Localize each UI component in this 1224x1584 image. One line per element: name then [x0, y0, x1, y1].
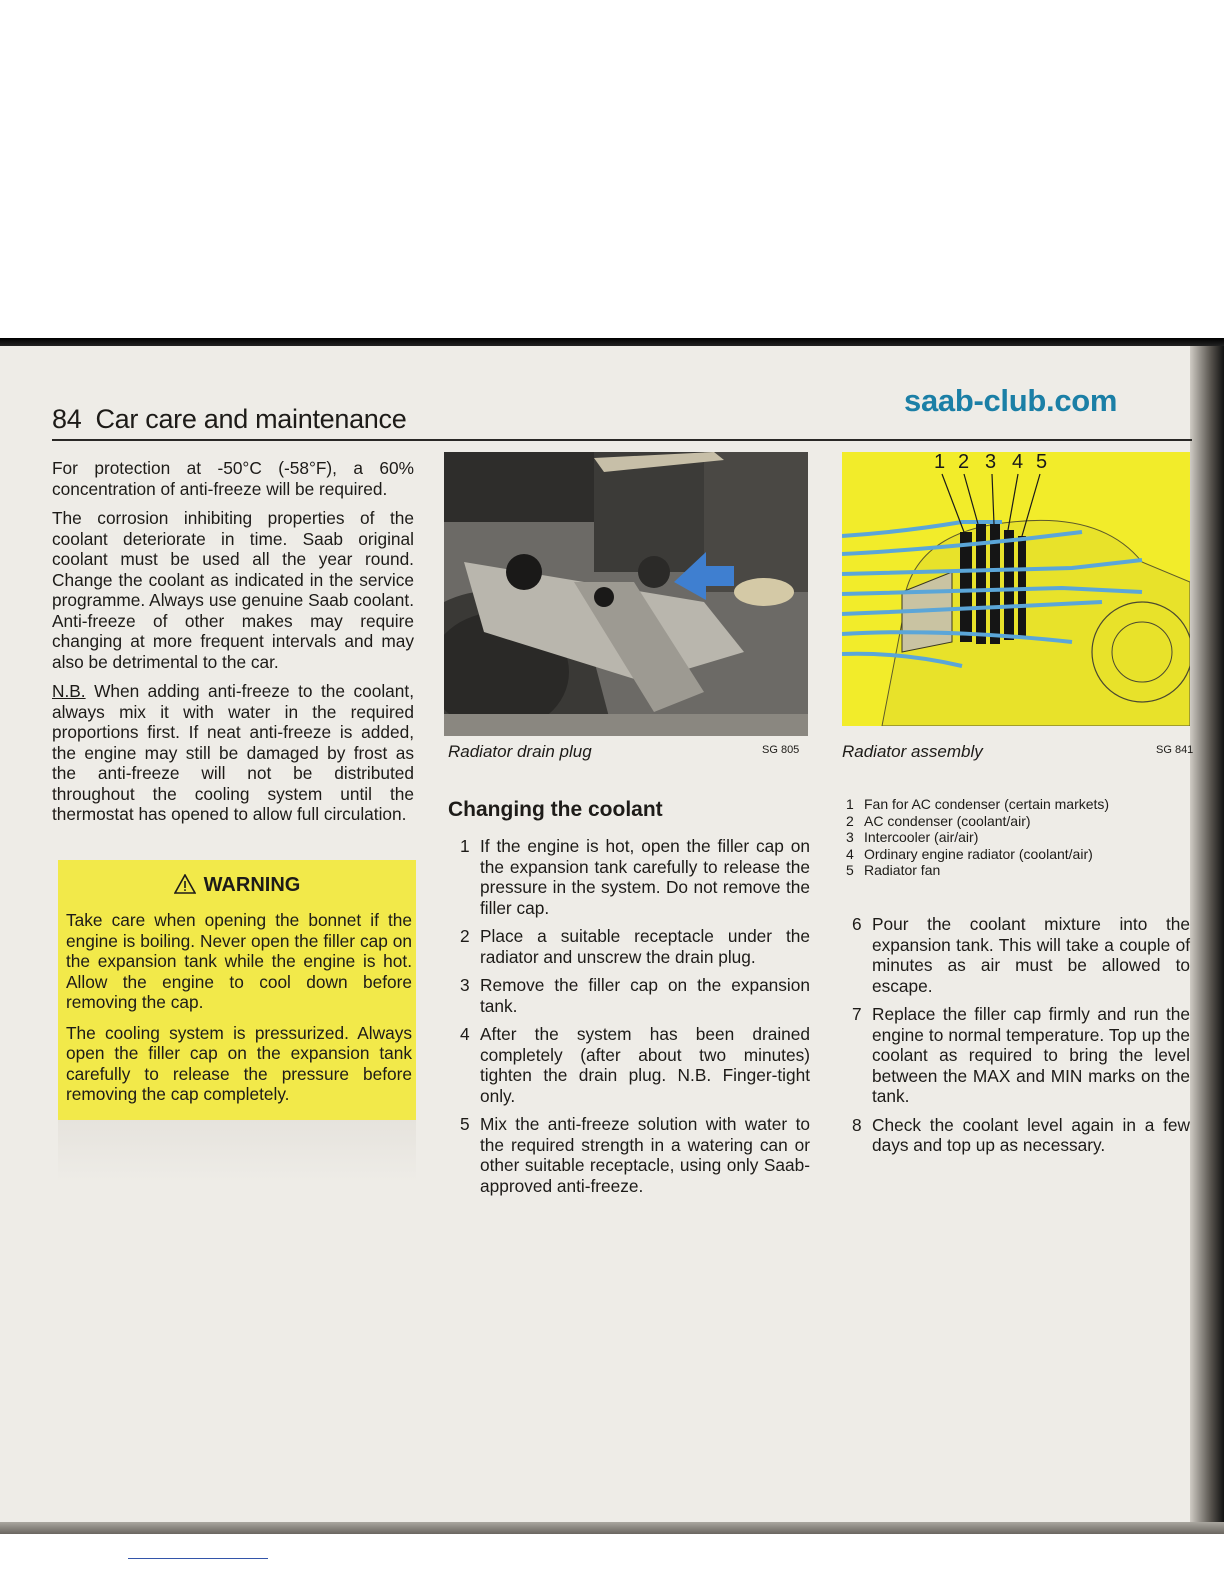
step-item: 1 If the engine is hot, open the filler cap on the expansion tank carefully to release the pressure in the system. Do not remove the filler cap. — [460, 836, 810, 918]
legend-item: 4 Ordinary engine radiator (coolant/air) — [846, 845, 1093, 862]
figure-code-841: SG 841 — [1156, 744, 1194, 756]
caption-radiator-assembly: Radiator assembly — [842, 742, 983, 761]
legend-item: 1 Fan for AC condenser (certain markets) — [846, 796, 1110, 812]
page-header — [52, 404, 406, 435]
step-item: 5 Mix the anti-freeze solution with water to the required strength in a watering can or other suitable receptacle, using only Saab-approved anti-freeze. — [460, 1114, 810, 1196]
page-spine-edge — [1190, 346, 1224, 1530]
step-item: 2 Place a suitable receptacle under the radiator and unscrew the drain plug. — [460, 926, 810, 967]
radiator-assembly-diagram — [842, 452, 1190, 726]
radiator-drain-plug-photo — [444, 452, 808, 736]
nb-label: N.B. — [52, 681, 86, 701]
coolant-steps-1-5 — [448, 836, 810, 1204]
paragraph-corrosion: The corrosion inhibiting properties of the coolant deteriorate in time. Saab original coolant must be used all the year round. Change the coolant as indicated in the service programme. Always use genuine Saab coolant. Anti-freeze of other makes may require changing at more frequent intervals and may also be detrimental to the car. — [52, 508, 414, 672]
section-title: Car care and maintenance — [95, 404, 407, 434]
figure-code-805: SG 805 — [762, 744, 800, 756]
paragraph-nb — [52, 681, 414, 825]
callout-3: 3 — [985, 452, 997, 473]
coolant-steps-6-8 — [840, 914, 1190, 1164]
step-item: 4 After the system has been drained completely (after about two minutes) tighten the drain plug. N.B. Finger-tight only. — [460, 1024, 810, 1106]
warning-paragraph-bonnet: Take care when opening the bonnet if the engine is boiling. Never open the filler cap on the expansion tank while the engine is hot. Allow the engine to cool down before removing the cap. — [66, 910, 412, 1012]
callout-1: 1 — [934, 452, 946, 473]
step-item: 8 Check the coolant level again in a few days and top up as necessary. — [852, 1114, 1190, 1155]
nb-text: When adding anti-freeze to the coolant, always mix it with water in the required proportions first. If neat anti-freeze is added, the engine may still be damaged by frost as the anti-freeze will not be distributed throughout the cooling system until the thermostat has opened to allow full circulation. — [52, 681, 415, 824]
left-column — [52, 458, 414, 834]
paragraph-protection: For protection at -50°C (-58°F), a 60% concentration of anti-freeze will be required. — [52, 458, 414, 499]
legend-item: 5 Radiator fan — [846, 862, 941, 878]
callout-5: 5 — [1036, 452, 1048, 473]
callout-2: 2 — [958, 452, 970, 473]
warning-triangle-icon — [174, 874, 196, 894]
step-item: 7 Replace the filler cap firmly and run the engine to normal temperature. Top up the coolant as required to bring the level between the MAX and MIN marks on the tank. — [852, 1004, 1190, 1106]
site-brand[interactable]: saab-club.com — [904, 383, 1118, 418]
radiator-legend — [846, 796, 1136, 879]
legend-item: 2 AC condenser (coolant/air) — [846, 812, 1031, 829]
header-divider — [52, 439, 1192, 441]
warning-box — [58, 860, 416, 1120]
page-bottom-edge — [0, 1522, 1224, 1534]
page-number: 84 — [52, 404, 82, 434]
warning-paragraph-pressure: The cooling system is pressurized. Always open the filler cap on the expansion tank carefully to release the pressure before removing the cap completely. — [66, 1022, 412, 1104]
warning-heading — [58, 874, 416, 897]
page-shadow-area — [58, 1120, 416, 1182]
step-item: 6 Pour the coolant mixture into the expansion tank. This will take a couple of minutes as air must be allowed to escape. — [852, 914, 1190, 996]
step-item: 3 Remove the filler cap on the expansion tank. — [460, 975, 810, 1016]
changing-coolant-title: Changing the coolant — [448, 798, 663, 821]
callout-4: 4 — [1012, 452, 1024, 473]
caption-drain-plug: Radiator drain plug — [448, 742, 592, 761]
warning-body — [66, 910, 412, 1115]
footer-rule — [128, 1558, 268, 1559]
legend-item: 3 Intercooler (air/air) — [846, 829, 979, 845]
warning-heading-text: WARNING — [203, 874, 301, 896]
